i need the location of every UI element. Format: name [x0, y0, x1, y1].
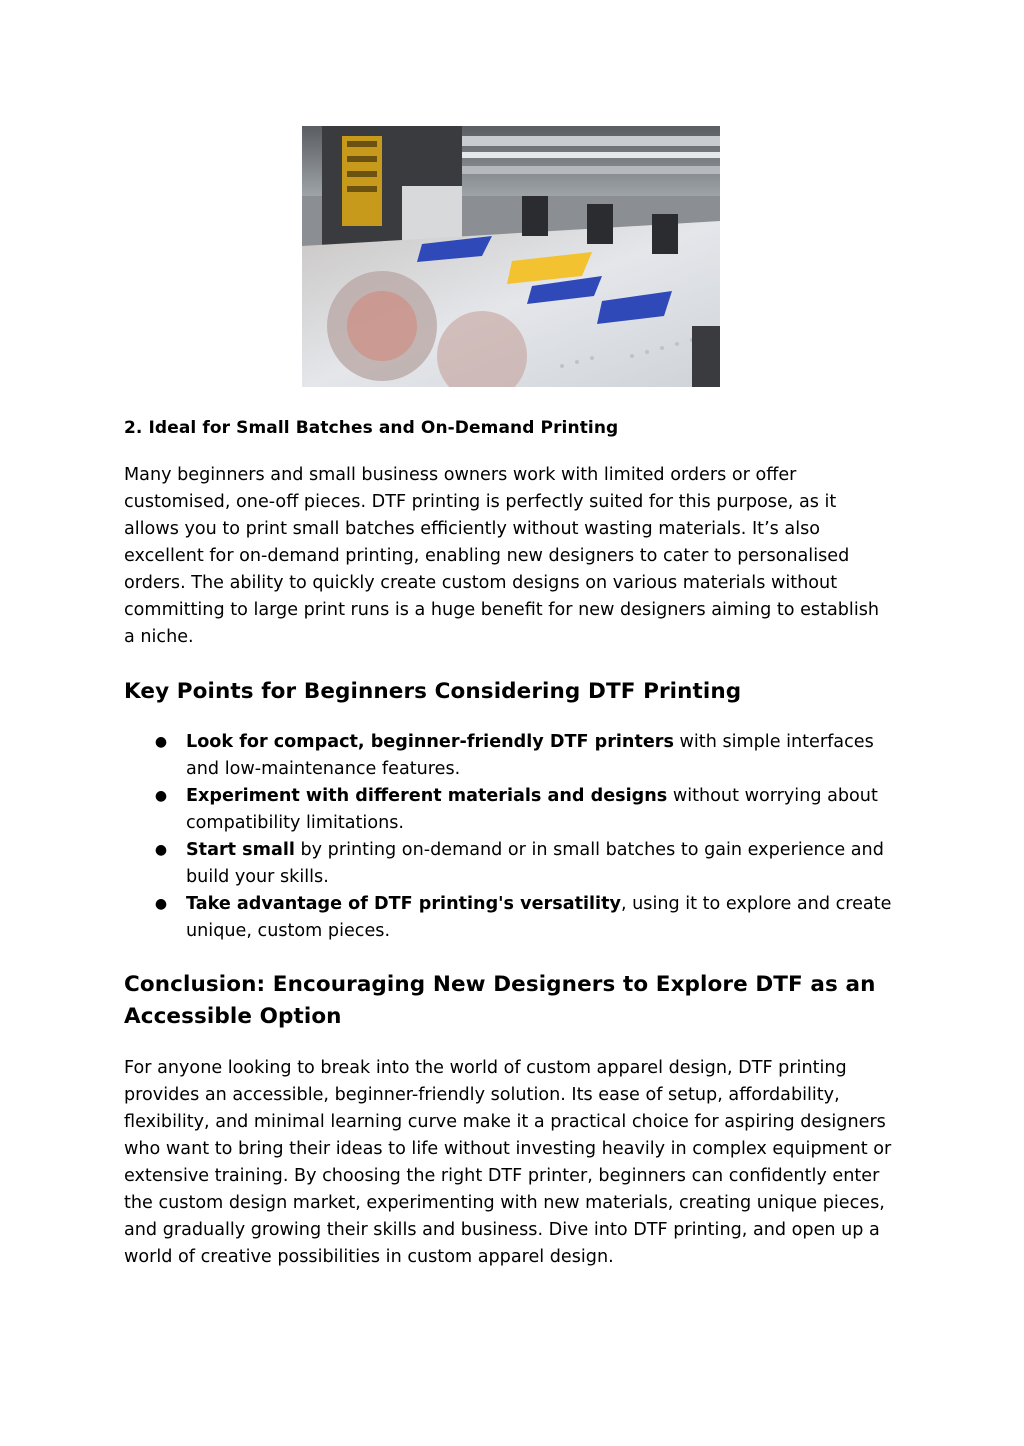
bullet-icon: ● [154, 788, 168, 804]
list-item [124, 837, 894, 891]
paragraph-small-batches: Many beginners and small business owners work with limited orders or offer customised, one-off pieces. DTF printing is perfectly suited for this purpose, as it allows you to print small batches efficiently without wasting materials. It’s also excellent for on-demand printing, enabling new designers to cater to personalised orders. The ability to quickly create custom designs on various materials without committing to large print runs is a huge benefit for new designers aiming to establish a niche. [124, 465, 880, 647]
bullet-icon: ● [154, 842, 168, 858]
conclusion-heading: Conclusion: Encouraging New Designers to Explore DTF as an Accessible Option [124, 972, 876, 1029]
printer-photo [302, 126, 720, 387]
list-item-text: , using it to explore and create unique, custom pieces. [186, 894, 892, 941]
section-heading: 2. Ideal for Small Batches and On-Demand Printing [124, 418, 619, 438]
list-item-bold: Experiment with different materials and designs [186, 786, 668, 806]
list-item-bold: Look for compact, beginner-friendly DTF printers [186, 732, 674, 752]
list-item [124, 729, 894, 783]
list-item-text: with simple interfaces and low-maintenance features. [186, 732, 874, 779]
list-item-bold: Take advantage of DTF printing's versatility [186, 894, 621, 914]
printer-illustration [302, 126, 720, 387]
list-item-text: by printing on-demand or in small batches to gain experience and build your skills. [186, 840, 884, 887]
list-item-text: without worrying about compatibility limitations. [186, 786, 878, 833]
bullet-icon: ● [154, 896, 168, 912]
bullet-icon: ● [154, 734, 168, 750]
list-item [124, 783, 894, 837]
key-points-list [124, 729, 894, 945]
list-item-bold: Start small [186, 840, 295, 860]
conclusion-paragraph: For anyone looking to break into the world of custom apparel design, DTF printing provides an accessible, beginner-friendly solution. Its ease of setup, affordability, flexibility, and minimal learning curve make it a practical choice for aspiring designers who want to bring their ideas to life without investing heavily in complex equipment or extensive training. By choosing the right DTF printer, beginners can confidently enter the custom design market, experimenting with new materials, creating unique pieces, and gradually growing their skills and business. Dive into DTF printing, and open up a world of creative possibilities in custom apparel design. [124, 1058, 892, 1267]
key-points-heading: Key Points for Beginners Considering DTF Printing [124, 679, 742, 704]
list-item [124, 891, 894, 945]
